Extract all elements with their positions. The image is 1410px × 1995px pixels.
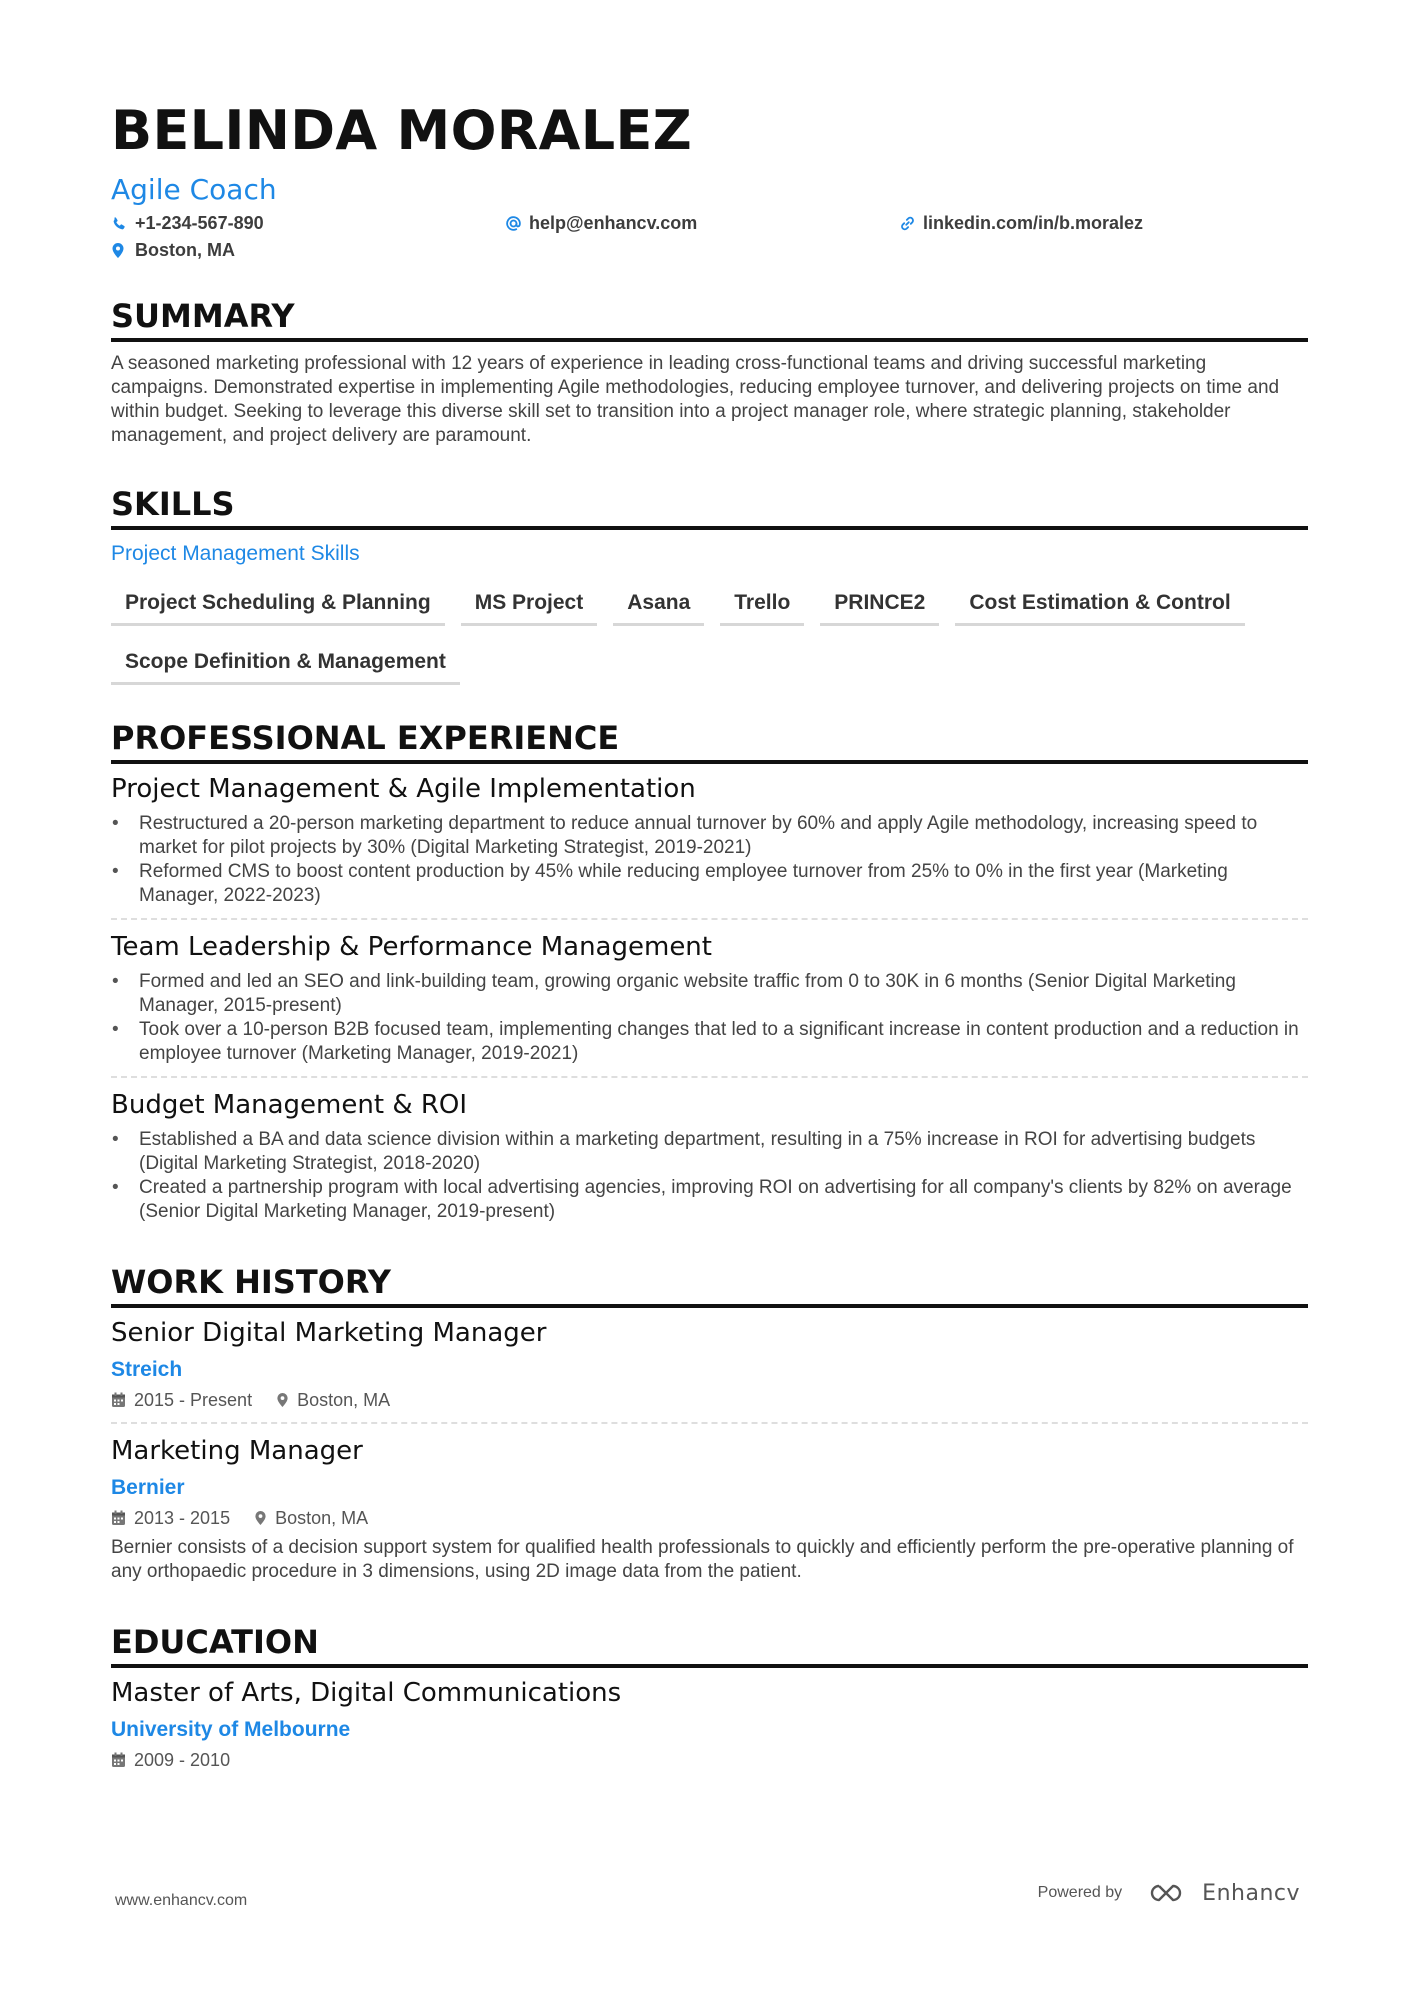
company-name: Streich	[111, 1358, 183, 1381]
resume-content	[111, 92, 1308, 1772]
skills-title: SKILLS	[111, 484, 1308, 530]
divider	[111, 1422, 1308, 1424]
job-entry	[111, 1316, 1308, 1412]
experience-bullet: • Took over a 10-person B2B focused team, implementing changes that led to a significant increase in content production and a reduction in employee turnover (Marketing Manager, 2019-2021)	[111, 1018, 1308, 1066]
job-dates: 2013 - 2015	[134, 1508, 231, 1528]
experience-group-title: Project Management & Agile Implementation	[111, 774, 696, 804]
education-entry	[111, 1676, 1308, 1772]
candidate-headline: Agile Coach	[111, 173, 277, 206]
skill-tag: Project Scheduling & Planning	[111, 584, 445, 626]
job-location: Boston, MA	[297, 1390, 391, 1410]
location-text: Boston, MA	[135, 240, 235, 260]
education-meta	[111, 1748, 1308, 1772]
experience-group-title: Budget Management & ROI	[111, 1090, 468, 1120]
skill-tag: PRINCE2	[820, 584, 939, 626]
phone-text: +1-234-567-890	[135, 213, 264, 233]
link-icon	[899, 215, 923, 232]
location-pin-icon	[111, 242, 135, 259]
education-title: EDUCATION	[111, 1622, 1308, 1668]
phone-icon	[111, 216, 135, 232]
skill-tag: MS Project	[461, 584, 598, 626]
job-title: Marketing Manager	[111, 1436, 363, 1466]
skill-tag: Scope Definition & Management	[111, 643, 460, 685]
calendar-icon	[111, 1510, 126, 1526]
calendar-icon	[111, 1392, 126, 1408]
experience-section	[111, 718, 1308, 1224]
company-name: Bernier	[111, 1476, 185, 1499]
experience-bullets	[111, 812, 1308, 908]
summary-title: SUMMARY	[111, 296, 1308, 342]
experience-group	[111, 930, 1308, 1066]
linkedin-text[interactable]: linkedin.com/in/b.moralez	[923, 213, 1144, 233]
calendar-icon	[111, 1752, 126, 1768]
enhancv-logo-icon	[1146, 1880, 1194, 1906]
contact-location	[111, 237, 505, 264]
work-history-section	[111, 1262, 1308, 1584]
job-location: Boston, MA	[275, 1508, 369, 1528]
job-description: Bernier consists of a decision support system for qualified health professionals to quickly and efficiently perform the pre-operative planning of any orthopaedic procedure in 3 dimensions, using 2D image data from the patient.	[111, 1537, 1294, 1582]
skill-tag: Cost Estimation & Control	[955, 584, 1244, 626]
work-history-title: WORK HISTORY	[111, 1262, 1308, 1308]
experience-group	[111, 1088, 1308, 1224]
education-dates: 2009 - 2010	[134, 1750, 231, 1770]
location-pin-icon	[254, 1510, 267, 1526]
skill-tag: Asana	[613, 584, 704, 626]
powered-by-label: Powered by	[1037, 1884, 1123, 1901]
enhancv-logo[interactable]	[1146, 1880, 1300, 1906]
footer-branding	[1038, 1880, 1300, 1906]
job-entry	[111, 1434, 1308, 1584]
experience-bullet: • Formed and led an SEO and link-building team, growing organic website traffic from 0 to 30K in 6 months (Senior Digital Marketing Manager, 2015-present)	[111, 970, 1308, 1018]
summary-section	[111, 296, 1308, 448]
candidate-name: BELINDA MORALEZ	[111, 99, 693, 162]
job-meta	[111, 1506, 1308, 1530]
school-name: University of Melbourne	[111, 1718, 351, 1741]
experience-group-title: Team Leadership & Performance Management	[111, 932, 712, 962]
footer-website[interactable]: www.enhancv.com	[115, 1892, 248, 1909]
experience-bullets	[111, 970, 1308, 1066]
experience-bullet: • Established a BA and data science division within a marketing department, resulting in a 75% increase in ROI for advertising budgets (Digital Marketing Strategist, 2018-2020)	[111, 1128, 1308, 1176]
experience-bullet: • Restructured a 20-person marketing department to reduce annual turnover by 60% and apply Agile methodology, increasing speed to market for pilot projects by 30% (Digital Marketing Strategist, 2019-2021)	[111, 812, 1308, 860]
skills-section	[111, 484, 1308, 702]
degree-title: Master of Arts, Digital Communications	[111, 1678, 622, 1708]
contact-phone	[111, 210, 505, 237]
summary-text: A seasoned marketing professional with 12 years of experience in leading cross-functional teams and driving successful marketing campaigns. Demonstrated expertise in implementing Agile methodologies, reducing employee turnover, and delivering projects on time and within budget. Seeking to leverage this diverse skill set to transition into a project manager role, where strategic planning, stakeholder management, and project delivery are paramount.	[111, 353, 1280, 446]
skill-tag: Trello	[720, 584, 804, 626]
experience-bullet: • Created a partnership program with local advertising agencies, improving ROI on advertising for all company's clients by 82% on average (Senior Digital Marketing Manager, 2019-present)	[111, 1176, 1308, 1224]
skills-category: Project Management Skills	[111, 542, 360, 565]
contact-linkedin[interactable]	[899, 210, 1308, 237]
job-title: Senior Digital Marketing Manager	[111, 1318, 547, 1348]
job-dates: 2015 - Present	[134, 1390, 253, 1410]
education-section	[111, 1622, 1308, 1772]
experience-group	[111, 772, 1308, 908]
contact-email[interactable]	[505, 210, 899, 237]
experience-bullets	[111, 1128, 1308, 1224]
at-icon	[505, 215, 529, 232]
divider	[111, 1076, 1308, 1078]
location-pin-icon	[276, 1392, 289, 1408]
email-text[interactable]: help@enhancv.com	[529, 213, 698, 233]
experience-title: PROFESSIONAL EXPERIENCE	[111, 718, 1308, 764]
brand-name: Enhancv	[1202, 1880, 1300, 1906]
experience-bullet: • Reformed CMS to boost content production by 45% while reducing employee turnover from 25% to 0% in the first year (Marketing Manager, 2022-2023)	[111, 860, 1308, 908]
job-meta	[111, 1388, 1308, 1412]
contact-info	[111, 210, 1308, 264]
divider	[111, 918, 1308, 920]
skills-tags	[111, 584, 1308, 702]
